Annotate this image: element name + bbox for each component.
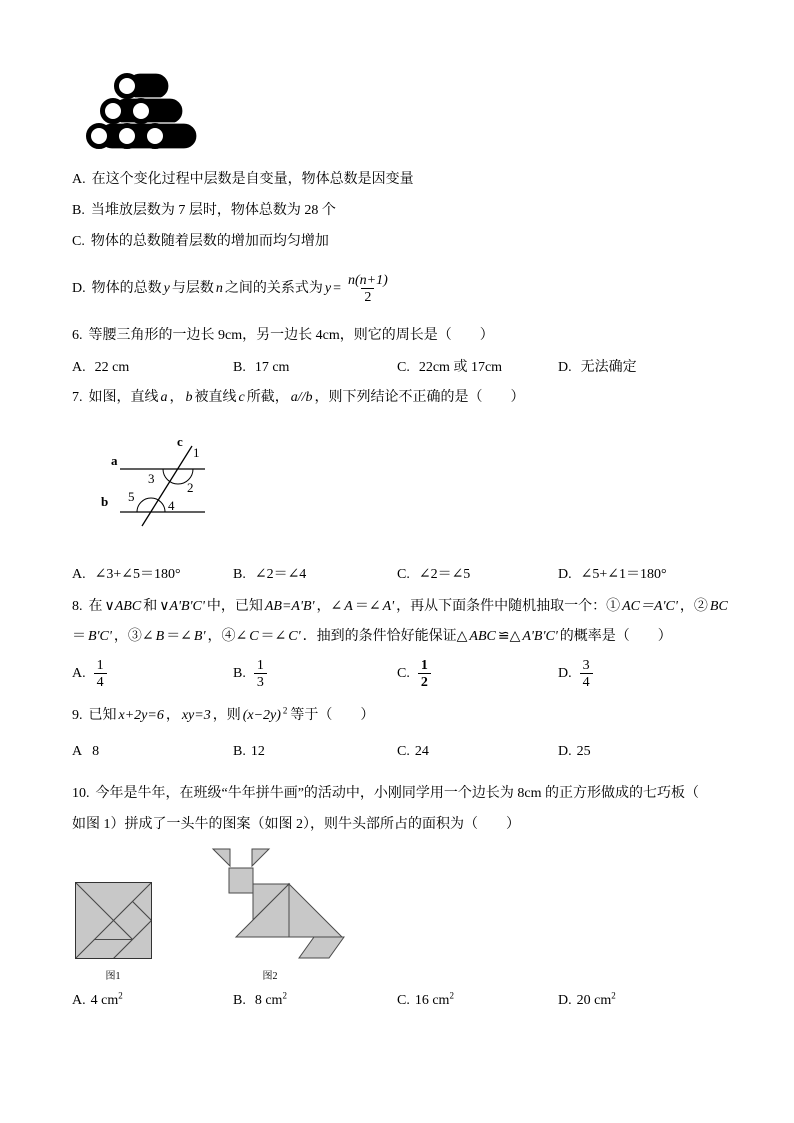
math-variable: A' [382, 599, 395, 614]
q10-options [0, 991, 794, 1011]
math-expression: AC＝A'C' [622, 599, 678, 614]
option-fraction [418, 658, 431, 690]
math-expression: x+2y=6 [118, 708, 164, 723]
question-text: 今年是牛年，在班级“牛年拼牛画”的活动中，小刚同学用一个边长为 8cm 的正方形做成的七巧板（ [95, 786, 700, 801]
label-line-b: b [101, 494, 109, 509]
fraction-numerator: 1 [96, 658, 104, 673]
fraction-numerator: 1 [420, 658, 428, 673]
question-text: ＝∠ [354, 599, 381, 614]
question-text: 中，已知 [206, 599, 263, 614]
question-text: ＝∠ [260, 629, 287, 644]
math-variable: ABC [469, 629, 496, 644]
q5-option-d [72, 271, 391, 307]
option-text: 当堆放层数为 7 层时，物体总数为 28 个 [90, 203, 336, 218]
question-text: ，③∠ [113, 629, 154, 644]
ox-body-large-triangle [289, 884, 342, 937]
option-text: 4 cm [90, 993, 119, 1008]
option-letter: D. [558, 744, 572, 759]
tangram-ox-figure [208, 845, 348, 961]
q6-stem [72, 326, 494, 346]
exponent: 2 [118, 990, 123, 1001]
question-text: ， [169, 390, 184, 405]
math-variable: B'C' [88, 629, 112, 644]
option-text: ∠2＝∠4 [254, 567, 307, 582]
q6-option-a [72, 358, 129, 378]
fraction-denominator: 4 [580, 673, 593, 690]
q8-stem-line2 [72, 627, 672, 647]
q5-option-b [72, 201, 336, 221]
pipe-end [117, 126, 138, 147]
q6-option-c [397, 358, 502, 378]
variable-y: y [163, 281, 170, 296]
question-text: ．抽到的条件恰好能保证△ [302, 629, 468, 644]
option-text: 20 cm [576, 993, 612, 1008]
q9-option-c [397, 742, 429, 762]
question-text: ，再从下面条件中随机抽取一个：① [396, 599, 621, 614]
option-letter: A. [72, 666, 86, 681]
q10-option-b [233, 991, 287, 1011]
exponent: 2 [282, 705, 288, 716]
q6-option-b [233, 358, 289, 378]
option-fraction [580, 658, 593, 690]
q9-stem [72, 706, 374, 726]
q7-option-d [558, 565, 667, 585]
exponent: 2 [449, 990, 454, 1001]
fraction-numerator: 3 [582, 658, 590, 673]
fraction-numerator: n(n+1) [347, 272, 388, 288]
option-letter: C. [397, 744, 410, 759]
ox-right-horn [252, 849, 269, 866]
label-angle-1: 1 [193, 445, 200, 460]
triangle-a-prime: ∨A'B'C' [159, 599, 205, 614]
math-variable: BC [709, 599, 728, 614]
math-variable: C [249, 629, 259, 644]
q8-option-d [558, 657, 593, 691]
question-number: 8. [72, 599, 83, 614]
option-text: 与层数 [171, 281, 214, 296]
option-letter: D. [72, 281, 86, 296]
fraction-numerator: 1 [256, 658, 264, 673]
variable-a: a [160, 390, 168, 405]
label-line-a: a [111, 453, 118, 468]
q10-stem-line2 [72, 815, 520, 835]
option-text: 物体的总数 [91, 281, 162, 296]
option-text: 24 [414, 744, 429, 759]
q7-option-c [397, 565, 470, 585]
option-text: 22 cm [94, 360, 130, 375]
pipe-end [131, 101, 152, 122]
exponent: 2 [282, 990, 287, 1001]
q7-option-b [233, 565, 306, 585]
exponent: 2 [611, 990, 616, 1001]
fraction-denominator: 2 [418, 673, 431, 690]
pipe-end [117, 76, 138, 97]
q10-option-c [397, 991, 454, 1011]
label-angle-2: 2 [187, 480, 194, 495]
option-letter: B. [72, 203, 85, 218]
label-angle-4: 4 [168, 498, 175, 513]
pipe-end [145, 126, 166, 147]
question-text: 所截， [246, 390, 289, 405]
math-variable: A'B'C' [522, 629, 558, 644]
math-variable: B [155, 629, 165, 644]
question-text: ＝∠ [166, 629, 192, 644]
question-text: ，② [679, 599, 708, 614]
figure1-label: 图1 [105, 971, 121, 982]
question-text: 被直线 [194, 390, 237, 405]
question-number: 7. [72, 390, 83, 405]
question-text: 的概率是（ ） [559, 629, 672, 644]
question-text: 等于（ ） [290, 708, 375, 723]
option-letter: C. [397, 567, 410, 582]
q5-option-a [72, 170, 414, 190]
option-text: 17 cm [254, 360, 290, 375]
question-number: 6. [72, 328, 83, 343]
q8-stem-line1 [72, 597, 730, 617]
math-variable: C' [288, 629, 301, 644]
option-text: 8 cm [254, 993, 283, 1008]
option-letter: A. [72, 993, 86, 1008]
q10-option-a [72, 991, 123, 1011]
option-letter: C. [72, 234, 85, 249]
question-number: 9. [72, 708, 83, 723]
q7-stem [72, 388, 525, 408]
q8-option-c [397, 657, 431, 691]
option-text: ∠3+∠5＝180° [94, 567, 181, 582]
q9-option-d [558, 742, 591, 762]
option-letter: D. [558, 567, 572, 582]
option-letter: B. [233, 360, 246, 375]
variable-y: y [324, 281, 332, 296]
label-line-c: c [177, 434, 183, 449]
ox-left-horn [213, 849, 230, 866]
question-text: 如图 1）拼成了一头牛的图案（如图 2），则牛头部所占的面积为（ ） [72, 817, 520, 832]
question-text: ＝ [72, 629, 86, 644]
math-variable: B' [193, 629, 206, 644]
option-letter: A [72, 744, 83, 759]
q7-options [0, 565, 794, 585]
pipe-end [103, 101, 124, 122]
math-expression: xy=3 [181, 708, 211, 723]
q9-option-b [233, 742, 265, 762]
question-number: 10. [72, 786, 90, 801]
question-text: 和 [143, 599, 158, 614]
option-letter: B. [233, 666, 246, 681]
question-text: 在 [88, 599, 103, 614]
variable-b: b [185, 390, 193, 405]
triangle-abc: ∨ABC [104, 599, 142, 614]
option-text: 22cm 或 17cm [418, 360, 503, 375]
fraction-denominator: 3 [254, 673, 267, 690]
option-text: 在这个变化过程中层数是自变量，物体总数是因变量 [91, 172, 414, 187]
question-text: 等腰三角形的一边长 9cm，另一边长 4cm，则它的周长是（ ） [88, 328, 494, 343]
option-text: 无法确定 [580, 360, 637, 375]
parallel-lines-figure [95, 430, 210, 530]
math-variable: A [344, 599, 353, 614]
q10-option-d [558, 991, 616, 1011]
math-expression: AB=A'B' [264, 599, 315, 614]
q8-option-b [233, 657, 267, 691]
question-text: 已知 [88, 708, 117, 723]
option-text: 12 [250, 744, 265, 759]
option-text: 16 cm [414, 993, 450, 1008]
option-fraction [94, 658, 107, 690]
q9-options [0, 742, 794, 762]
label-angle-3: 3 [148, 471, 155, 486]
question-text: ，∠ [316, 599, 343, 614]
figure2-label: 图2 [262, 971, 278, 982]
option-text: 之间的关系式为 [224, 281, 323, 296]
parallel-statement: a//b [290, 390, 313, 405]
option-text: ∠5+∠1＝180° [580, 567, 667, 582]
option-letter: B. [233, 744, 246, 759]
q10-stem-line1 [72, 784, 699, 804]
q8-options [0, 657, 794, 691]
q7-option-a [72, 565, 181, 585]
question-text: ≌△ [497, 629, 521, 644]
question-text: ，则 [212, 708, 241, 723]
option-letter: B. [233, 993, 246, 1008]
question-text: ，④∠ [207, 629, 248, 644]
formula-fraction [345, 273, 391, 305]
math-expression: (x−2y) [242, 708, 281, 723]
ox-head-square [229, 868, 253, 893]
q8-option-a [72, 657, 107, 691]
tangram-square-figure [75, 882, 152, 959]
q6-option-d [558, 358, 637, 378]
label-angle-5: 5 [128, 489, 135, 504]
option-text: 物体的总数随着层数的增加而均匀增加 [90, 234, 329, 249]
stacked-pipes-figure [83, 68, 201, 152]
option-letter: D. [558, 360, 572, 375]
option-letter: A. [72, 567, 86, 582]
option-letter: A. [72, 172, 86, 187]
option-letter: C. [397, 666, 410, 681]
fraction-denominator: 4 [94, 673, 107, 690]
question-text: 如图，直线 [88, 390, 159, 405]
transversal-c [142, 446, 192, 526]
option-letter: B. [233, 567, 246, 582]
angle-arc-lower [137, 498, 165, 512]
fraction-denominator: 2 [361, 288, 374, 305]
variable-n: n [215, 281, 223, 296]
q6-options [0, 358, 794, 378]
question-text: ， [165, 708, 180, 723]
q5-option-c [72, 232, 329, 252]
option-letter: A. [72, 360, 86, 375]
equals-sign: = [333, 281, 341, 296]
option-letter: C. [397, 360, 410, 375]
option-fraction [254, 658, 267, 690]
ox-leg-parallelogram [299, 937, 344, 958]
option-letter: C. [397, 993, 410, 1008]
option-text: ∠2＝∠5 [418, 567, 471, 582]
variable-c: c [238, 390, 245, 405]
option-letter: D. [558, 666, 572, 681]
option-text: 25 [576, 744, 591, 759]
q9-option-a [72, 742, 99, 762]
pipe-end [89, 126, 110, 147]
question-text: ，则下列结论不正确的是（ ） [314, 390, 525, 405]
option-letter: D. [558, 993, 572, 1008]
option-text: 8 [92, 744, 100, 759]
